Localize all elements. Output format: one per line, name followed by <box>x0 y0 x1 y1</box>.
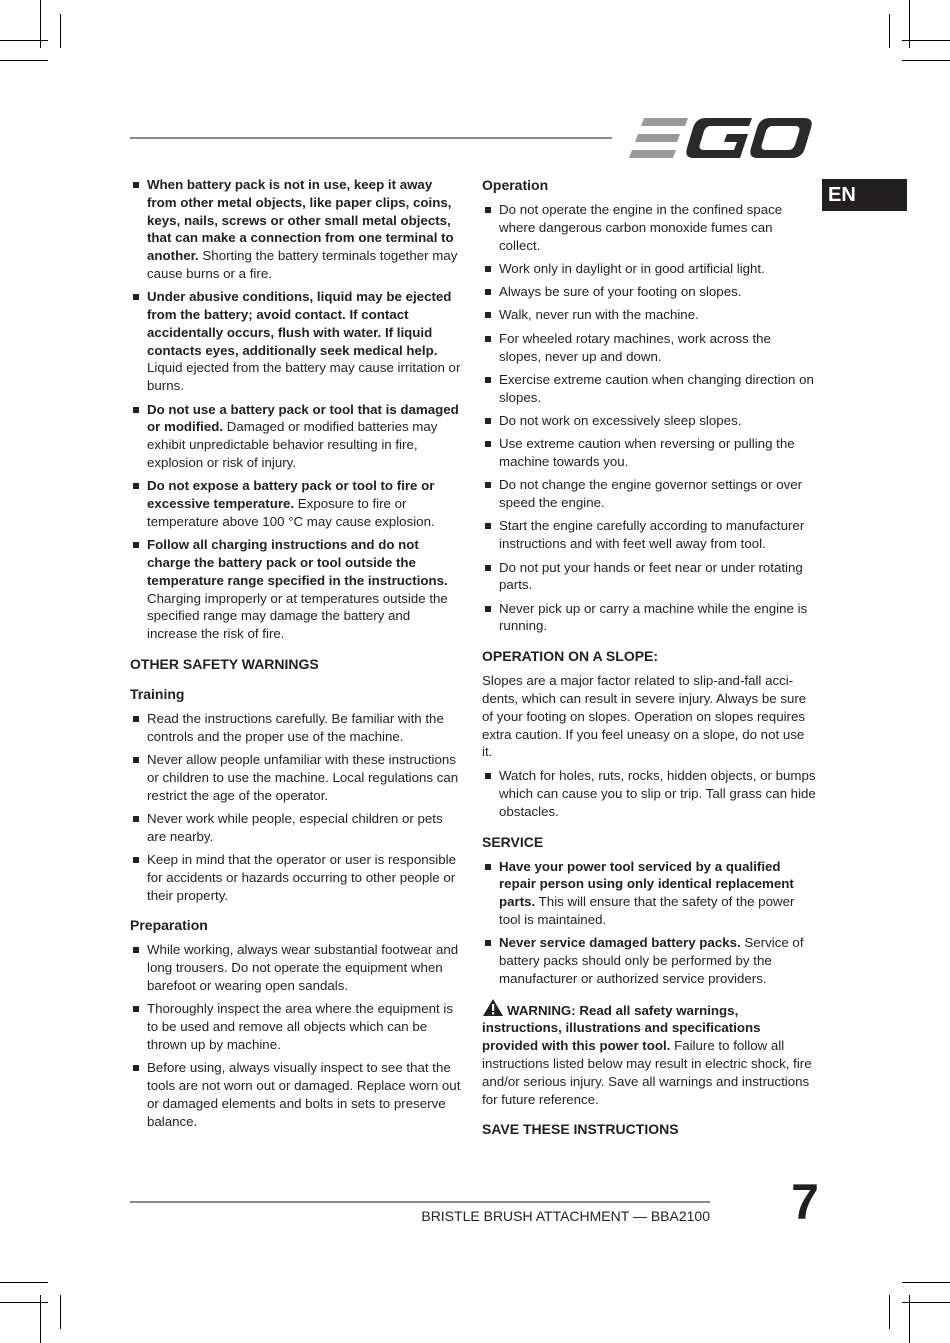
warning-text: Failure to follow all instructions listed below may result in electric shock, fire and/or serious injury. Save all warnings and instructions for future reference. <box>482 1038 812 1107</box>
square-bullet-icon <box>485 864 491 870</box>
warning-text: Shorting the battery terminals together may cause burns or a fire. <box>147 248 458 281</box>
square-bullet-icon <box>485 773 491 779</box>
list-item <box>482 476 816 512</box>
language-tab: EN <box>822 179 907 211</box>
list-item <box>482 330 816 366</box>
list-item <box>482 600 816 636</box>
square-bullet-icon <box>133 407 139 413</box>
crop-mark <box>40 0 41 48</box>
list-item-text: Thoroughly inspect the area where the equipment is to be used and remove all objects which can be thrown up by machine. <box>147 1001 454 1052</box>
warning-bold-text: WARNING: Read all safety warnings, instructions, illustrations and specifications provided with this power tool. <box>482 1002 761 1054</box>
square-bullet-icon <box>133 1065 139 1071</box>
crop-mark <box>889 1295 890 1329</box>
list-item <box>482 306 816 324</box>
operation-list <box>482 201 816 635</box>
list-item <box>482 435 816 471</box>
warning-bold-text: Do not expose a battery pack or tool to fire or excessive temperature. <box>147 478 435 512</box>
list-item <box>130 401 462 472</box>
square-bullet-icon <box>485 482 491 488</box>
list-item <box>130 751 462 804</box>
crop-mark <box>60 14 61 48</box>
square-bullet-icon <box>133 294 139 300</box>
list-item-text: Never pick up or carry a machine while the engine is running. <box>499 600 808 634</box>
square-bullet-icon <box>485 377 491 383</box>
list-item <box>130 176 462 283</box>
list-item-text: Walk, never run with the machine. <box>499 307 699 323</box>
list-item <box>130 810 462 846</box>
square-bullet-icon <box>485 266 491 272</box>
square-bullet-icon <box>485 441 491 447</box>
list-item-text: Do not put your hands or feet near or under rotating parts. <box>499 559 803 593</box>
square-bullet-icon <box>133 857 139 863</box>
preparation-list <box>130 941 462 1130</box>
list-item <box>482 371 816 407</box>
list-item <box>482 260 816 278</box>
warning-bold-text: Do not use a battery pack or tool that is damaged or modified. <box>147 401 459 435</box>
square-bullet-icon <box>485 606 491 612</box>
list-item-text: Keep in mind that the operator or user is responsible for accidents or hazards occurring to other people or their property. <box>147 852 456 903</box>
battery-warning-list <box>130 176 462 643</box>
list-item <box>482 201 816 254</box>
warning-triangle-icon <box>482 998 504 1017</box>
list-item-text: Start the engine carefully according to manufacturer instructions and with feet well away from tool. <box>499 518 805 552</box>
service-text: This will ensure that the safety of the power tool is maintained. <box>499 894 795 927</box>
crop-mark <box>902 60 950 61</box>
list-item-text: Do not change the engine governor settings or over speed the engine. <box>499 477 803 511</box>
list-item <box>482 767 816 820</box>
service-bold-text: Have your power tool serviced by a qualified repair person using only identical replacement parts. <box>499 858 794 910</box>
square-bullet-icon <box>133 483 139 489</box>
list-item-text: Work only in daylight or in good artificial light. <box>499 260 765 276</box>
operation-heading: Operation <box>482 177 549 193</box>
list-item <box>482 283 816 301</box>
slope-list <box>482 767 816 820</box>
list-item <box>130 710 462 746</box>
slope-heading: OPERATION ON A SLOPE: <box>482 648 659 665</box>
preparation-heading: Preparation <box>130 917 208 934</box>
list-item-text: Before using, always visually inspect to see that the tools are not worn out or damaged. Replace worn out or damaged elements and bolts in sets to preserve balance. <box>147 1060 461 1129</box>
list-item-text: Do not work on excessively sleep slopes. <box>499 412 742 428</box>
warning-bold-text: When battery pack is not in use, keep it away from other metal objects, like paper clips, coins, keys, nails, screws or other small metal objects, that can make a connection from one terminal to another. <box>147 177 454 264</box>
square-bullet-icon <box>485 565 491 571</box>
list-item-text: Do not operate the engine in the confined space where dangerous carbon monoxide fumes can collect. <box>499 202 783 253</box>
warning-bold-text: Follow all charging instructions and do not charge the battery pack or tool outside the temperature range specified in the instructions. <box>147 537 448 588</box>
right-column <box>482 176 816 1145</box>
warning-paragraph <box>482 998 816 1109</box>
crop-mark <box>0 1282 48 1283</box>
warning-text: Exposure to fire or temperature above 100 °C may cause explosion. <box>147 496 435 529</box>
ego-logo <box>628 116 814 160</box>
save-instructions-heading: SAVE THESE INSTRUCTIONS <box>482 1121 679 1138</box>
warning-text: Charging improperly or at temperatures outside the specified range may damage the battery and increase the risk of fire. <box>147 590 448 642</box>
footer-rule <box>130 1201 710 1203</box>
service-bold-text: Never service damaged battery packs. <box>499 935 741 951</box>
list-item <box>482 858 816 929</box>
crop-mark <box>889 14 890 48</box>
list-item-text: Use extreme caution when reversing or pulling the machine towards you. <box>499 436 795 470</box>
left-column <box>130 176 462 1136</box>
square-bullet-icon <box>133 757 139 763</box>
square-bullet-icon <box>133 816 139 822</box>
crop-mark <box>40 1295 41 1343</box>
square-bullet-icon <box>133 182 139 188</box>
training-heading: Training <box>130 685 185 702</box>
list-item-text: For wheeled rotary machines, work across the slopes, never up and down. <box>499 330 771 364</box>
list-item <box>130 288 462 395</box>
list-item-text: While working, always wear substantial footwear and long trousers. Do not operate the equipment when barefoot or wearing open sandals. <box>147 942 459 993</box>
square-bullet-icon <box>485 523 491 529</box>
crop-mark <box>902 1282 950 1283</box>
square-bullet-icon <box>133 947 139 953</box>
training-list <box>130 710 462 904</box>
list-item-text: Read the instructions carefully. Be familiar with the controls and the proper use of the machine. <box>147 710 444 744</box>
list-item <box>130 1059 462 1130</box>
crop-mark <box>0 60 48 61</box>
service-list <box>482 858 816 988</box>
warning-text: Liquid ejected from the battery may cause irritation or burns. <box>147 360 461 394</box>
square-bullet-icon <box>485 418 491 424</box>
slope-paragraph: Slopes are a major factor related to slip-and-fall acci-dents, which can result in severe injury. Always be sure of your footing on slopes. Operation on slopes requires extra caution. If you feel uneasy on a slope, do not use it. <box>482 673 807 760</box>
square-bullet-icon <box>485 312 491 318</box>
crop-mark <box>909 0 910 48</box>
page-number: 7 <box>791 1174 819 1230</box>
service-heading: SERVICE <box>482 833 544 850</box>
list-item-text: Never allow people unfamiliar with these instructions or children to use the machine. Local regulations can restrict the age of the operator. <box>147 752 459 803</box>
list-item <box>482 412 816 430</box>
square-bullet-icon <box>133 542 139 548</box>
square-bullet-icon <box>485 336 491 342</box>
list-item <box>482 934 816 987</box>
crop-mark <box>909 1295 910 1343</box>
other-safety-heading: OTHER SAFETY WARNINGS <box>130 655 319 672</box>
warning-text: Damaged or modified batteries may exhibit unpredictable behavior resulting in fire, explosion or risk of injury. <box>147 419 438 470</box>
square-bullet-icon <box>133 716 139 722</box>
list-item <box>130 1000 462 1053</box>
service-text: Service of battery packs should only be performed by the manufacturer or authorized service providers. <box>499 935 804 986</box>
list-item <box>130 477 462 530</box>
square-bullet-icon <box>485 940 491 946</box>
list-item <box>482 559 816 595</box>
list-item <box>130 536 462 643</box>
list-item-text: Watch for holes, ruts, rocks, hidden objects, or bumps which can cause you to slip or trip. Tall grass can hide obstacles. <box>499 768 816 819</box>
header-rule <box>130 137 612 139</box>
list-item-text: Exercise extreme caution when changing direction on slopes. <box>499 371 814 405</box>
list-item <box>130 851 462 904</box>
list-item-text: Always be sure of your footing on slopes. <box>499 284 742 300</box>
list-item <box>482 517 816 553</box>
square-bullet-icon <box>485 289 491 295</box>
list-item <box>130 941 462 994</box>
footer-title: BRISTLE BRUSH ATTACHMENT — BBA2100 <box>421 1208 710 1224</box>
square-bullet-icon <box>133 1006 139 1012</box>
list-item-text: Never work while people, especial children or pets are nearby. <box>147 810 443 844</box>
square-bullet-icon <box>485 207 491 213</box>
crop-mark <box>60 1295 61 1329</box>
warning-bold-text: Under abusive conditions, liquid may be ejected from the battery; avoid contact. If contact accidentally occurs, flush with water. If liquid contacts eyes, additionally seek medical help. <box>147 289 452 358</box>
